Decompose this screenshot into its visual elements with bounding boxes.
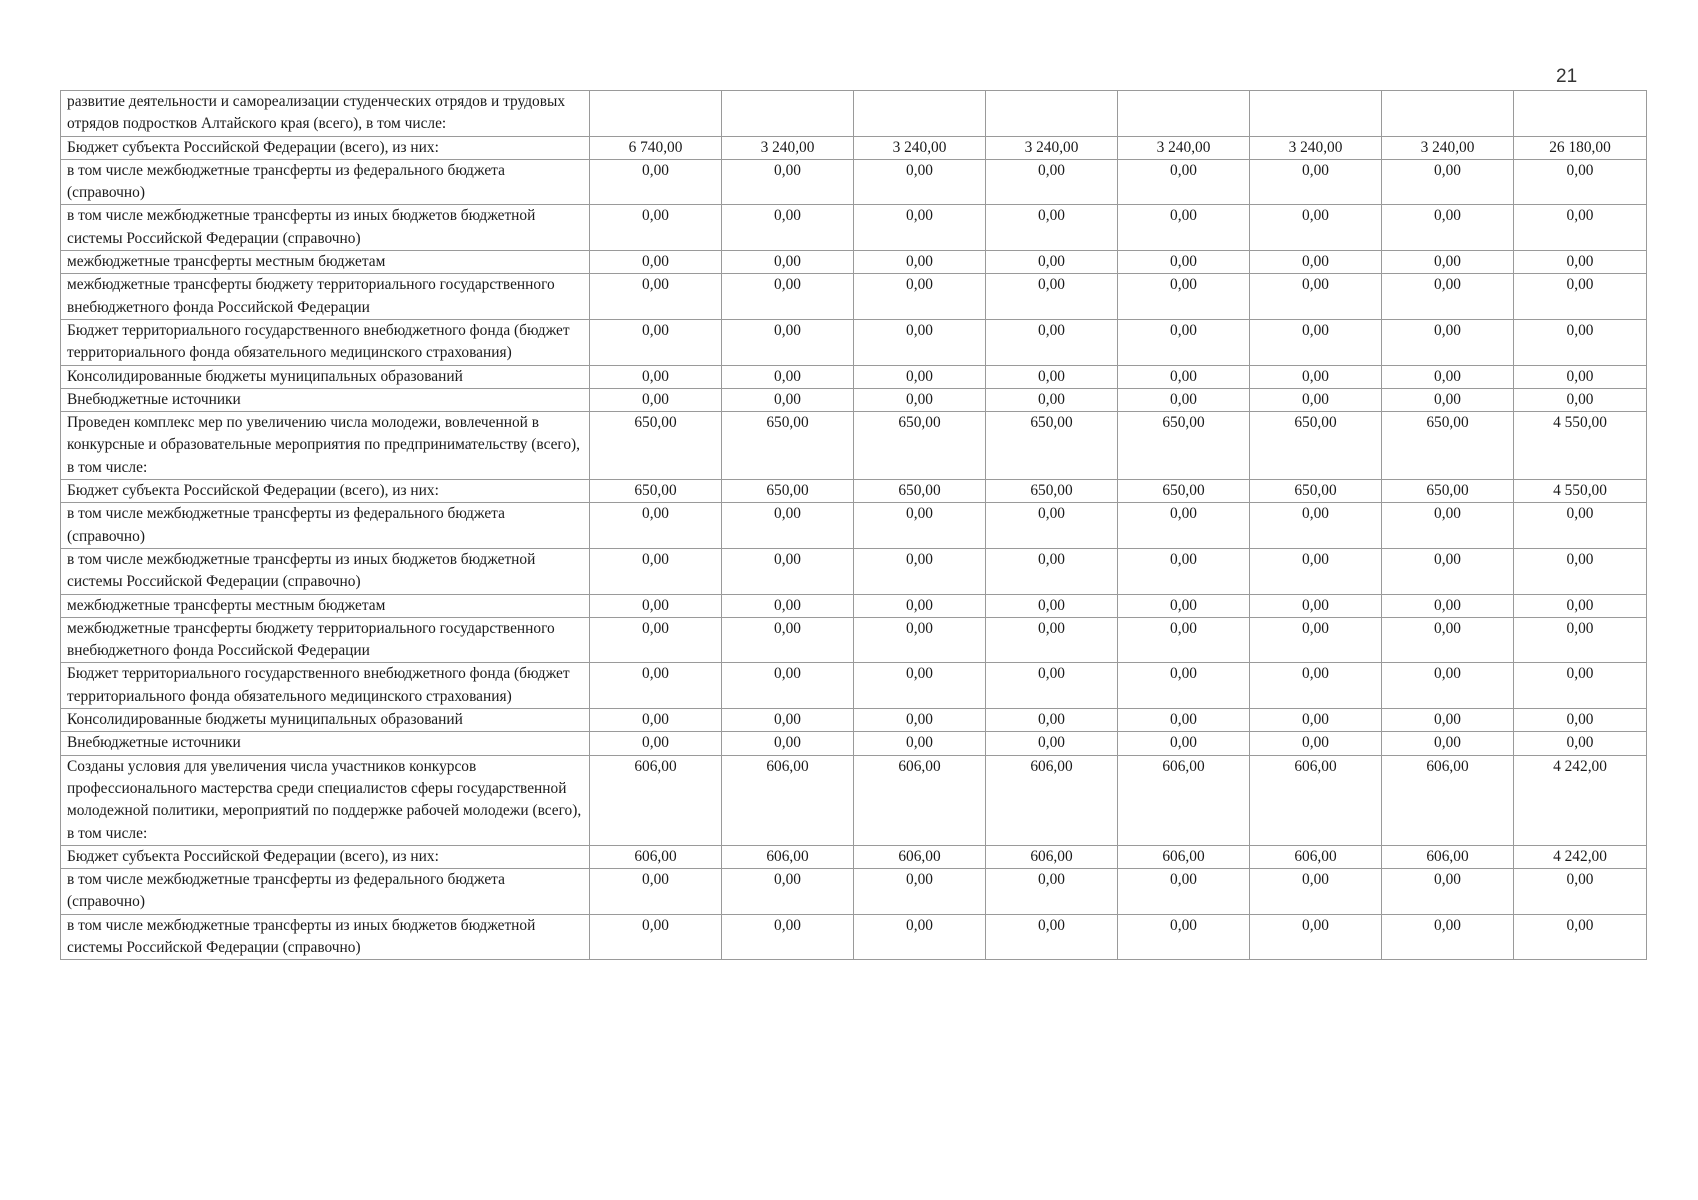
- value-cell: 0,00: [854, 594, 986, 617]
- row-label: Внебюджетные источники: [61, 388, 590, 411]
- value-cell: 6 740,00: [590, 136, 722, 159]
- table-row: [61, 136, 1647, 159]
- value-cell: 0,00: [1382, 274, 1514, 320]
- total-cell: 0,00: [1514, 251, 1647, 274]
- value-cell: 0,00: [1250, 709, 1382, 732]
- total-cell: 4 550,00: [1514, 412, 1647, 480]
- value-cell: 606,00: [854, 845, 986, 868]
- value-cell: 0,00: [854, 159, 986, 205]
- row-label: межбюджетные трансферты бюджету территориального государственного внебюджетного фонда Российской Федерации: [61, 617, 590, 663]
- value-cell: 0,00: [854, 503, 986, 549]
- total-cell: 0,00: [1514, 914, 1647, 960]
- value-cell: 3 240,00: [854, 136, 986, 159]
- value-cell: 606,00: [590, 845, 722, 868]
- value-cell: 0,00: [1382, 365, 1514, 388]
- total-cell: 0,00: [1514, 503, 1647, 549]
- value-cell: 0,00: [1118, 709, 1250, 732]
- budget-table: [60, 90, 1647, 960]
- value-cell: 0,00: [590, 503, 722, 549]
- value-cell: 0,00: [1118, 159, 1250, 205]
- value-cell: 606,00: [1118, 755, 1250, 845]
- value-cell: 0,00: [854, 732, 986, 755]
- value-cell: 0,00: [590, 594, 722, 617]
- table-row: [61, 663, 1647, 709]
- total-cell: 0,00: [1514, 365, 1647, 388]
- row-label: Бюджет субъекта Российской Федерации (всего), из них:: [61, 136, 590, 159]
- value-cell: 0,00: [986, 732, 1118, 755]
- table-row: [61, 319, 1647, 365]
- value-cell: 0,00: [1118, 503, 1250, 549]
- table-row: [61, 91, 1647, 137]
- table-row: [61, 755, 1647, 845]
- value-cell: 606,00: [722, 755, 854, 845]
- value-cell: 0,00: [1250, 869, 1382, 915]
- value-cell: 650,00: [986, 480, 1118, 503]
- value-cell: 650,00: [854, 412, 986, 480]
- value-cell: 0,00: [722, 914, 854, 960]
- row-label: в том числе межбюджетные трансферты из федерального бюджета (справочно): [61, 503, 590, 549]
- table-row: [61, 503, 1647, 549]
- row-label: межбюджетные трансферты местным бюджетам: [61, 594, 590, 617]
- value-cell: 0,00: [722, 388, 854, 411]
- value-cell: 0,00: [1382, 388, 1514, 411]
- value-cell: 0,00: [1118, 732, 1250, 755]
- row-label: Внебюджетные источники: [61, 732, 590, 755]
- value-cell: 0,00: [1118, 251, 1250, 274]
- value-cell: 0,00: [1250, 251, 1382, 274]
- value-cell: 0,00: [986, 617, 1118, 663]
- table-row: [61, 388, 1647, 411]
- value-cell: 0,00: [590, 319, 722, 365]
- value-cell: 0,00: [722, 709, 854, 732]
- total-cell: 0,00: [1514, 159, 1647, 205]
- row-label: Бюджет субъекта Российской Федерации (всего), из них:: [61, 480, 590, 503]
- row-label: развитие деятельности и самореализации студенческих отрядов и трудовых отрядов подростков Алтайского края (всего), в том числе:: [61, 91, 590, 137]
- table-row: [61, 480, 1647, 503]
- value-cell: [1382, 91, 1514, 137]
- value-cell: 0,00: [1250, 617, 1382, 663]
- value-cell: 3 240,00: [722, 136, 854, 159]
- total-cell: 4 242,00: [1514, 755, 1647, 845]
- total-cell: 0,00: [1514, 594, 1647, 617]
- value-cell: 0,00: [1250, 388, 1382, 411]
- row-label: Бюджет территориального государственного внебюджетного фонда (бюджет территориального фонда обязательного медицинского страхования): [61, 319, 590, 365]
- value-cell: 0,00: [722, 594, 854, 617]
- table-row: [61, 548, 1647, 594]
- value-cell: 0,00: [590, 914, 722, 960]
- value-cell: 0,00: [1382, 732, 1514, 755]
- row-label: Бюджет территориального государственного внебюджетного фонда (бюджет территориального фонда обязательного медицинского страхования): [61, 663, 590, 709]
- value-cell: 0,00: [722, 274, 854, 320]
- value-cell: 606,00: [854, 755, 986, 845]
- total-cell: 4 242,00: [1514, 845, 1647, 868]
- value-cell: 0,00: [590, 617, 722, 663]
- value-cell: 0,00: [986, 869, 1118, 915]
- row-label: Консолидированные бюджеты муниципальных образований: [61, 365, 590, 388]
- value-cell: 0,00: [1382, 869, 1514, 915]
- value-cell: 0,00: [986, 319, 1118, 365]
- table-row: [61, 274, 1647, 320]
- value-cell: 606,00: [986, 755, 1118, 845]
- value-cell: 650,00: [1382, 480, 1514, 503]
- value-cell: 0,00: [854, 709, 986, 732]
- value-cell: 0,00: [1118, 617, 1250, 663]
- value-cell: 0,00: [1118, 869, 1250, 915]
- row-label: в том числе межбюджетные трансферты из федерального бюджета (справочно): [61, 159, 590, 205]
- value-cell: 0,00: [1250, 663, 1382, 709]
- value-cell: 0,00: [1250, 548, 1382, 594]
- total-cell: 0,00: [1514, 869, 1647, 915]
- value-cell: 0,00: [1118, 663, 1250, 709]
- value-cell: 0,00: [986, 594, 1118, 617]
- value-cell: 0,00: [1250, 503, 1382, 549]
- value-cell: 0,00: [986, 548, 1118, 594]
- value-cell: 0,00: [854, 388, 986, 411]
- total-cell: 0,00: [1514, 274, 1647, 320]
- table-body: [61, 91, 1647, 960]
- value-cell: 606,00: [722, 845, 854, 868]
- value-cell: 0,00: [1382, 205, 1514, 251]
- value-cell: 650,00: [1382, 412, 1514, 480]
- value-cell: 0,00: [1250, 732, 1382, 755]
- value-cell: 606,00: [1382, 755, 1514, 845]
- value-cell: 0,00: [1250, 274, 1382, 320]
- value-cell: 0,00: [854, 869, 986, 915]
- value-cell: 0,00: [722, 159, 854, 205]
- value-cell: 0,00: [1250, 205, 1382, 251]
- total-cell: 0,00: [1514, 205, 1647, 251]
- value-cell: 0,00: [1118, 365, 1250, 388]
- value-cell: 0,00: [1118, 205, 1250, 251]
- value-cell: 0,00: [722, 365, 854, 388]
- value-cell: 0,00: [986, 663, 1118, 709]
- value-cell: 0,00: [1250, 365, 1382, 388]
- value-cell: 0,00: [590, 365, 722, 388]
- value-cell: 0,00: [854, 251, 986, 274]
- value-cell: 0,00: [854, 914, 986, 960]
- value-cell: 0,00: [986, 388, 1118, 411]
- value-cell: 0,00: [722, 663, 854, 709]
- row-label: Созданы условия для увеличения числа участников конкурсов профессионального мастерства среди специалистов сферы государственной молодежной политики, мероприятий по поддержке рабочей молодежи (всего), в том числе:: [61, 755, 590, 845]
- row-label: Консолидированные бюджеты муниципальных образований: [61, 709, 590, 732]
- table-row: [61, 732, 1647, 755]
- value-cell: 0,00: [1382, 709, 1514, 732]
- table-row: [61, 709, 1647, 732]
- table-row: [61, 365, 1647, 388]
- value-cell: 0,00: [854, 205, 986, 251]
- value-cell: 650,00: [1250, 412, 1382, 480]
- table-row: [61, 845, 1647, 868]
- row-label: Проведен комплекс мер по увеличению числа молодежи, вовлеченной в конкурсные и образовательные мероприятия по предпринимательству (всего), в том числе:: [61, 412, 590, 480]
- value-cell: 0,00: [1118, 914, 1250, 960]
- table-row: [61, 869, 1647, 915]
- value-cell: 0,00: [590, 274, 722, 320]
- value-cell: 0,00: [722, 251, 854, 274]
- total-cell: 0,00: [1514, 732, 1647, 755]
- value-cell: 0,00: [590, 732, 722, 755]
- value-cell: 3 240,00: [1118, 136, 1250, 159]
- value-cell: [1118, 91, 1250, 137]
- value-cell: 0,00: [590, 388, 722, 411]
- value-cell: 0,00: [1382, 319, 1514, 365]
- value-cell: 0,00: [1250, 319, 1382, 365]
- value-cell: 650,00: [986, 412, 1118, 480]
- table-row: [61, 617, 1647, 663]
- value-cell: 0,00: [590, 251, 722, 274]
- value-cell: 0,00: [1382, 617, 1514, 663]
- value-cell: [722, 91, 854, 137]
- total-cell: 0,00: [1514, 617, 1647, 663]
- value-cell: [590, 91, 722, 137]
- row-label: межбюджетные трансферты бюджету территориального государственного внебюджетного фонда Российской Федерации: [61, 274, 590, 320]
- value-cell: 0,00: [986, 365, 1118, 388]
- value-cell: 606,00: [1250, 845, 1382, 868]
- value-cell: 0,00: [590, 869, 722, 915]
- row-label: межбюджетные трансферты местным бюджетам: [61, 251, 590, 274]
- value-cell: 0,00: [1250, 914, 1382, 960]
- value-cell: [1250, 91, 1382, 137]
- value-cell: 606,00: [1250, 755, 1382, 845]
- value-cell: [854, 91, 986, 137]
- value-cell: 0,00: [590, 159, 722, 205]
- table-row: [61, 251, 1647, 274]
- value-cell: 0,00: [986, 709, 1118, 732]
- value-cell: 0,00: [590, 205, 722, 251]
- value-cell: 0,00: [986, 205, 1118, 251]
- table-row: [61, 159, 1647, 205]
- total-cell: 0,00: [1514, 663, 1647, 709]
- value-cell: 0,00: [1118, 274, 1250, 320]
- value-cell: 0,00: [1382, 548, 1514, 594]
- value-cell: 650,00: [590, 412, 722, 480]
- value-cell: 0,00: [1382, 251, 1514, 274]
- value-cell: 0,00: [854, 365, 986, 388]
- value-cell: 0,00: [590, 663, 722, 709]
- value-cell: 0,00: [986, 159, 1118, 205]
- value-cell: 3 240,00: [1250, 136, 1382, 159]
- value-cell: 0,00: [590, 548, 722, 594]
- value-cell: 606,00: [1118, 845, 1250, 868]
- value-cell: 0,00: [1118, 319, 1250, 365]
- page-number: 21: [1556, 66, 1578, 87]
- row-label: в том числе межбюджетные трансферты из федерального бюджета (справочно): [61, 869, 590, 915]
- value-cell: 650,00: [722, 412, 854, 480]
- value-cell: 3 240,00: [1382, 136, 1514, 159]
- total-cell: 0,00: [1514, 548, 1647, 594]
- value-cell: 0,00: [1382, 159, 1514, 205]
- value-cell: 0,00: [1382, 663, 1514, 709]
- value-cell: 650,00: [1250, 480, 1382, 503]
- table-row: [61, 594, 1647, 617]
- value-cell: 0,00: [986, 914, 1118, 960]
- value-cell: 0,00: [722, 503, 854, 549]
- total-cell: 0,00: [1514, 709, 1647, 732]
- total-cell: 0,00: [1514, 319, 1647, 365]
- value-cell: 0,00: [854, 274, 986, 320]
- value-cell: 0,00: [590, 709, 722, 732]
- total-cell: 26 180,00: [1514, 136, 1647, 159]
- value-cell: 0,00: [1118, 548, 1250, 594]
- table-row: [61, 205, 1647, 251]
- value-cell: 650,00: [854, 480, 986, 503]
- row-label: Бюджет субъекта Российской Федерации (всего), из них:: [61, 845, 590, 868]
- value-cell: 650,00: [1118, 412, 1250, 480]
- value-cell: 650,00: [1118, 480, 1250, 503]
- value-cell: 0,00: [986, 503, 1118, 549]
- value-cell: 0,00: [722, 548, 854, 594]
- value-cell: 0,00: [722, 732, 854, 755]
- value-cell: 0,00: [1382, 914, 1514, 960]
- value-cell: 0,00: [854, 617, 986, 663]
- value-cell: 0,00: [1382, 594, 1514, 617]
- value-cell: 0,00: [854, 319, 986, 365]
- value-cell: 0,00: [1250, 159, 1382, 205]
- value-cell: 650,00: [590, 480, 722, 503]
- value-cell: 3 240,00: [986, 136, 1118, 159]
- value-cell: 0,00: [854, 663, 986, 709]
- value-cell: 0,00: [722, 617, 854, 663]
- total-cell: [1514, 91, 1647, 137]
- value-cell: 0,00: [986, 251, 1118, 274]
- row-label: в том числе межбюджетные трансферты из иных бюджетов бюджетной системы Российской Федерации (справочно): [61, 548, 590, 594]
- total-cell: 0,00: [1514, 388, 1647, 411]
- table-row: [61, 914, 1647, 960]
- value-cell: 0,00: [1118, 594, 1250, 617]
- value-cell: 0,00: [722, 319, 854, 365]
- value-cell: 0,00: [722, 205, 854, 251]
- value-cell: 0,00: [722, 869, 854, 915]
- value-cell: 606,00: [590, 755, 722, 845]
- value-cell: 650,00: [722, 480, 854, 503]
- value-cell: 0,00: [1382, 503, 1514, 549]
- table-row: [61, 412, 1647, 480]
- value-cell: 0,00: [1118, 388, 1250, 411]
- total-cell: 4 550,00: [1514, 480, 1647, 503]
- value-cell: 606,00: [1382, 845, 1514, 868]
- value-cell: 606,00: [986, 845, 1118, 868]
- row-label: в том числе межбюджетные трансферты из иных бюджетов бюджетной системы Российской Федерации (справочно): [61, 914, 590, 960]
- value-cell: 0,00: [1250, 594, 1382, 617]
- value-cell: 0,00: [986, 274, 1118, 320]
- row-label: в том числе межбюджетные трансферты из иных бюджетов бюджетной системы Российской Федерации (справочно): [61, 205, 590, 251]
- value-cell: [986, 91, 1118, 137]
- value-cell: 0,00: [854, 548, 986, 594]
